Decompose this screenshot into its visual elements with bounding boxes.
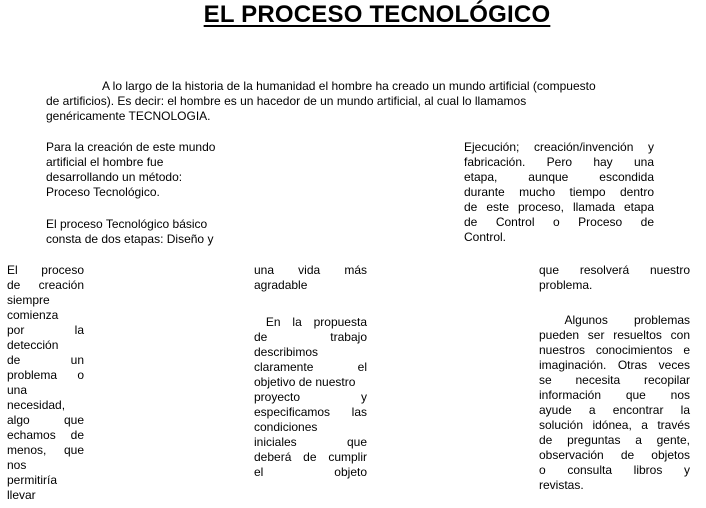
col-a-line: menos, que <box>7 443 84 457</box>
col-a-line: algo que <box>7 413 84 427</box>
right-line: durante mucho tiempo dentro <box>464 185 654 199</box>
col-a-line: permitiría <box>7 473 58 487</box>
left-line: Proceso Tecnológico. <box>46 185 160 199</box>
left-line: desarrollando un método: <box>46 170 183 184</box>
right-line: de Control o Proceso de <box>464 215 654 229</box>
left-column-paragraph-1 <box>46 140 246 200</box>
col-c-line: Algunos problemas <box>539 313 690 327</box>
col-c-line: que resolverá nuestro <box>539 263 690 277</box>
narrow-column-b <box>254 263 367 293</box>
col-b-line: proyecto y <box>254 390 367 404</box>
col-a-line: siempre <box>7 293 50 307</box>
intro-line: de artificios). Es decir: el hombre es un hacedor de un mundo artificial, al cual lo llamamos <box>46 94 527 108</box>
col-b-line: agradable <box>254 278 308 292</box>
left-line: artificial el hombre fue <box>46 155 164 169</box>
col-c-line: se necesita recopilar <box>539 373 690 387</box>
col-b-line: de trabajo <box>254 330 367 344</box>
col-a-line: echamos de <box>7 428 84 442</box>
col-c-line: solución idónea, a través <box>539 418 690 432</box>
intro-line: genéricamente TECNOLOGIA. <box>46 109 211 123</box>
col-b-line: deberá de cumplir <box>254 450 367 464</box>
col-c-line: información que nos <box>539 388 690 402</box>
col-c-line: ayude a encontrar la <box>539 403 690 417</box>
left-column-paragraph-2 <box>46 217 246 247</box>
col-c-line: imaginación. Otras veces <box>539 358 690 372</box>
col-a-line: detección <box>7 338 59 352</box>
col-b-line: el objeto <box>254 465 367 479</box>
col-b-line: objetivo de nuestro <box>254 375 356 389</box>
col-a-line: comienza <box>7 308 59 322</box>
left-line: consta de dos etapas: Diseño y <box>46 232 214 246</box>
col-a-line: problema o <box>7 368 84 382</box>
col-c-line: nuestros conocimientos e <box>539 343 690 357</box>
col-b-line: describimos <box>254 345 319 359</box>
intro-paragraph <box>46 79 606 124</box>
col-c-line: observación de objetos <box>539 448 690 462</box>
right-line: de este proceso, llamada etapa <box>464 200 654 214</box>
narrow-column-c <box>539 263 690 293</box>
right-line: fabricación. Pero hay una <box>464 155 654 169</box>
col-a-line: llevar <box>7 488 36 502</box>
right-line: Control. <box>464 230 507 244</box>
col-a-line: nos <box>7 458 27 472</box>
page-title: EL PROCESO TECNOLÓGICO <box>203 1 551 28</box>
col-a-line: necesidad, <box>7 398 66 412</box>
narrow-column-a <box>7 263 84 503</box>
col-b-line: claramente el <box>254 360 367 374</box>
col-c-line: revistas. <box>539 478 584 492</box>
right-line: etapa, aunque escondida <box>464 170 654 184</box>
intro-line: A lo largo de la historia de la humanidad el hombre ha creado un mundo artificial (compuesto <box>102 79 596 93</box>
right-line: Ejecución; creación/invención y <box>464 140 654 154</box>
col-c-line: pueden ser resueltos con <box>539 328 690 342</box>
col-b-line: condiciones <box>254 420 318 434</box>
col-a-line: de un <box>7 353 84 367</box>
col-b-line: iniciales que <box>254 435 367 449</box>
col-c-line: problema. <box>539 278 593 292</box>
narrow-column-b-paragraph-2 <box>254 315 367 480</box>
narrow-column-c-paragraph-2 <box>539 313 690 493</box>
col-c-line: de preguntas a gente, <box>539 433 690 447</box>
col-a-line: de creación <box>7 278 84 292</box>
col-a-line: El proceso <box>7 263 84 277</box>
col-c-line: o consulta libros y <box>539 463 690 477</box>
col-b-line: una vida más <box>254 263 367 277</box>
left-line: El proceso Tecnológico básico <box>46 217 208 231</box>
right-column-paragraph <box>464 140 654 245</box>
col-b-line: especificamos las <box>254 405 367 419</box>
col-a-line: una <box>7 383 28 397</box>
left-line: Para la creación de este mundo <box>46 140 216 154</box>
col-b-line: En la propuesta <box>254 315 367 329</box>
col-a-line: por la <box>7 323 84 337</box>
